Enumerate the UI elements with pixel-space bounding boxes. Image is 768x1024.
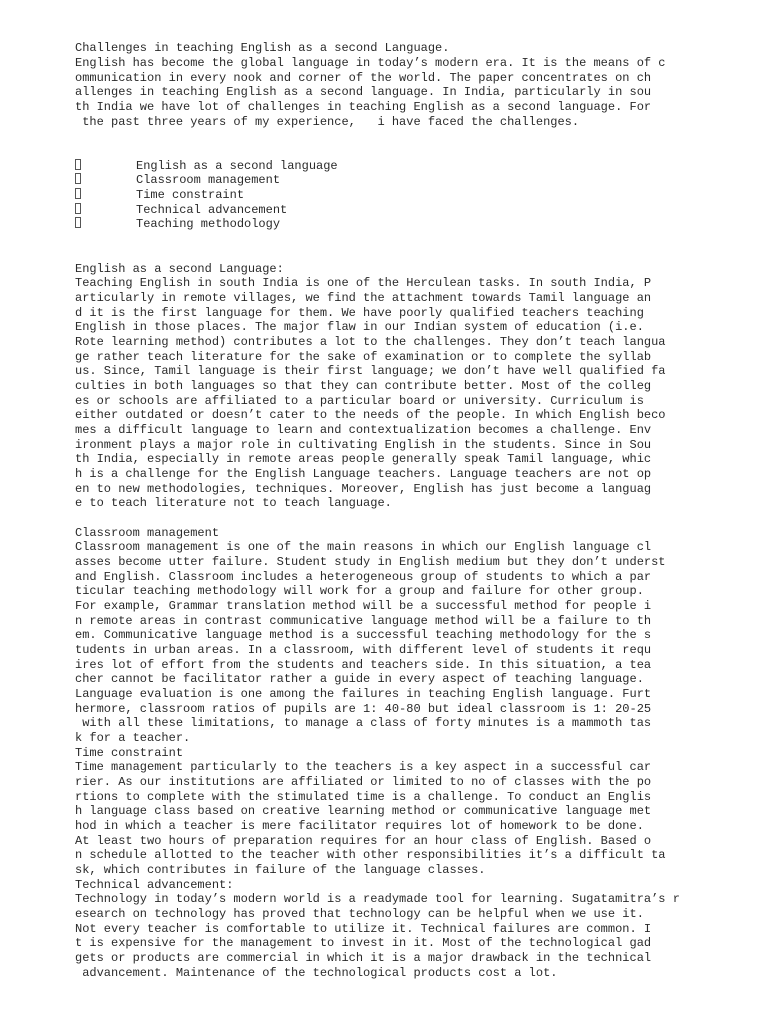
bullet-item	[75, 173, 695, 188]
body-line: th India, especially in remote areas people generally speak Tamil language, whic	[75, 452, 652, 467]
bullet-box-icon	[75, 159, 81, 170]
body-line: Technology in today’s modern world is a readymade tool for learning. Sugatamitra’s r	[75, 892, 680, 907]
bullet-item	[75, 203, 695, 218]
body-line: articularly in remote villages, we find the attachment towards Tamil language an	[75, 290, 652, 305]
body-line: Not every teacher is comfortable to utilize it. Technical failures are common. I	[75, 921, 652, 936]
intro-line: ommunication in every nook and corner of the world. The paper concentrates on ch	[75, 70, 652, 85]
bullet-box-icon	[75, 188, 81, 199]
bullet-box-icon	[75, 217, 81, 228]
document-text	[75, 12, 695, 1010]
intro-line: allenges in teaching English as a second language. In India, particularly in sou	[75, 85, 652, 100]
bullet-label: Technical advancement	[136, 202, 288, 217]
bullet-item	[75, 159, 695, 174]
bullet-label: English as a second language	[136, 158, 338, 173]
intro-line: the past three years of my experience, i have faced the challenges.	[75, 114, 580, 129]
body-line: Technical advancement:	[75, 877, 234, 892]
body-line	[75, 511, 695, 526]
body-line: em. Communicative language method is a successful teaching methodology for the s	[75, 628, 652, 643]
body-line: mes a difficult language to learn and contextualization becomes a challenge. Env	[75, 422, 652, 437]
body-line: cher cannot be facilitator rather a guide in every aspect of teaching language.	[75, 672, 644, 687]
body-line: hod in which a teacher is mere facilitator requires lot of homework to be done.	[75, 819, 644, 834]
body-line: Teaching English in south India is one of the Herculean tasks. In south India, P	[75, 276, 652, 291]
body-line: n schedule allotted to the teacher with other responsibilities it’s a difficult ta	[75, 848, 666, 863]
bullet-item	[75, 217, 695, 232]
body-line: ironment plays a major role in cultivating English in the students. Since in Sou	[75, 437, 652, 452]
body-line: rtions to complete with the stimulated time is a challenge. To conduct an Englis	[75, 789, 652, 804]
intro-line: English has become the global language in today’s modern era. It is the means of c	[75, 56, 666, 71]
bullet-label: Teaching methodology	[136, 217, 281, 232]
body-text	[75, 262, 695, 981]
intro-line: Challenges in teaching English as a second Language.	[75, 41, 450, 56]
body-line: gets or products are commercial in which it is a major drawback in the technical	[75, 951, 652, 966]
body-line: n remote areas in contrast communicative language method will be a failure to th	[75, 613, 652, 628]
bullet-list	[75, 159, 695, 232]
bullet-box-icon	[75, 173, 81, 184]
body-line: sk, which contributes in failure of the language classes.	[75, 863, 486, 878]
bullet-item	[75, 188, 695, 203]
body-line: t is expensive for the management to invest in it. Most of the technological gad	[75, 936, 652, 951]
body-line: asses become utter failure. Student study in English medium but they don’t underst	[75, 554, 666, 569]
body-line: At least two hours of preparation requires for an hour class of English. Based o	[75, 833, 652, 848]
body-line: either outdated or doesn’t cater to the needs of the people. In which English beco	[75, 408, 666, 423]
body-line: culties in both languages so that they can contribute better. Most of the colleg	[75, 378, 652, 393]
body-line: k for a teacher.	[75, 731, 191, 746]
body-line: h language class based on creative learning method or communicative language met	[75, 804, 652, 819]
bullet-label: Time constraint	[136, 188, 245, 203]
body-line: hermore, classroom ratios of pupils are 1: 40-80 but ideal classroom is 1: 20-25	[75, 701, 652, 716]
body-line: Time constraint	[75, 745, 184, 760]
body-line: d it is the first language for them. We have poorly qualified teachers teaching	[75, 305, 644, 320]
body-line: Language evaluation is one among the failures in teaching English language. Furt	[75, 687, 652, 701]
bullet-box-icon	[75, 203, 81, 214]
body-line: and English. Classroom includes a heterogeneous group of students to which a par	[75, 569, 652, 584]
body-line: with all these limitations, to manage a class of forty minutes is a mammoth tas	[75, 716, 652, 731]
body-line: us. Since, Tamil language is their first language; we don’t have well qualified fa	[75, 364, 666, 379]
intro-paragraph	[75, 41, 695, 129]
body-line: advancement. Maintenance of the technological products cost a lot.	[75, 965, 558, 980]
body-line: ge rather teach literature for the sake of examination or to complete the syllab	[75, 349, 652, 364]
body-line: esearch on technology has proved that technology can be helpful when we use it.	[75, 907, 644, 922]
body-line: ires lot of effort from the students and teachers side. In this situation, a tea	[75, 657, 652, 672]
body-line: rier. As our institutions are affiliated or limited to no of classes with the po	[75, 775, 652, 790]
intro-line: th India we have lot of challenges in teaching English as a second language. For	[75, 100, 652, 115]
body-line: tudents in urban areas. In a classroom, with different level of students it requ	[75, 642, 652, 657]
body-line: English in those places. The major flaw in our Indian system of education (i.e.	[75, 320, 644, 335]
bullet-label: Classroom management	[136, 173, 281, 188]
body-line: h is a challenge for the English Language teachers. Language teachers are not op	[75, 466, 652, 481]
body-line: Time management particularly to the teachers is a key aspect in a successful car	[75, 760, 652, 775]
body-line: en to new methodologies, techniques. Moreover, English has just become a languag	[75, 481, 652, 496]
body-line: Rote learning method) contributes a lot to the challenges. They don’t teach langua	[75, 334, 666, 349]
body-line: e to teach literature not to teach language.	[75, 496, 392, 511]
body-line: Classroom management is one of the main reasons in which our English language cl	[75, 540, 652, 555]
body-line: English as a second Language:	[75, 261, 284, 276]
body-line: es or schools are affiliated to a particular board or university. Curriculum is	[75, 393, 644, 408]
body-line: Classroom management	[75, 525, 220, 540]
body-line: For example, Grammar translation method will be a successful method for people i	[75, 598, 652, 613]
body-line: ticular teaching methodology will work for a group and failure for other group.	[75, 584, 644, 599]
